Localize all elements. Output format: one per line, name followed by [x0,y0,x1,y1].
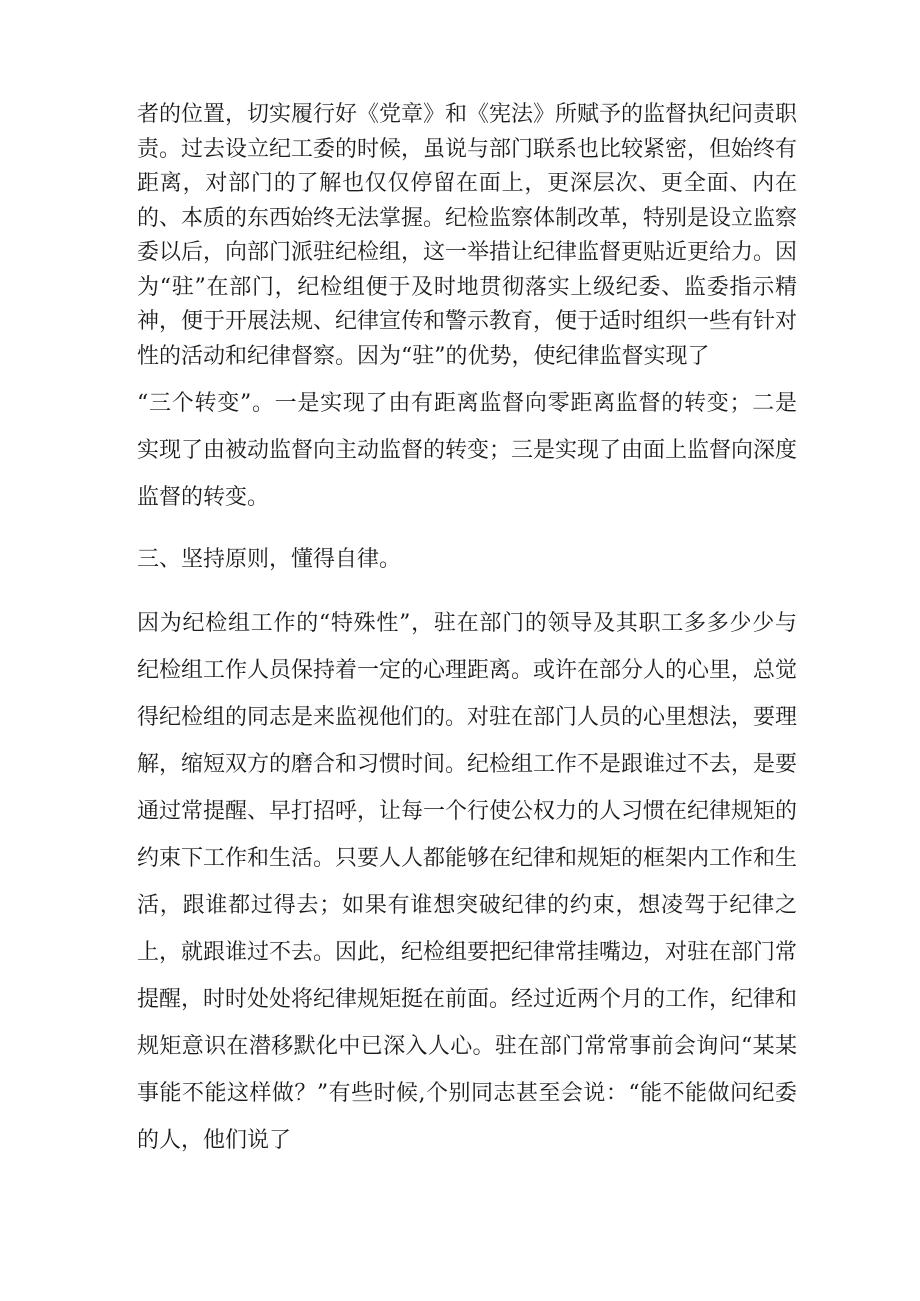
paragraph-three-changes: “三个转变”。一是实现了由有距离监督向零距离监督的转变；二是实现了由被动监督向主动监督的转变；三是实现了由面上监督向深度监督的转变。 [137,391,798,510]
section-heading-principles: 三、坚持原则，懂得自律。 [137,547,402,572]
paragraph-supervision-intro: 者的位置，切实履行好《党章》和《宪法》所赋予的监督执纪问责职责。过去设立纪工委的时候，虽说与部门联系也比较紧密，但始终有距离，对部门的了解也仅仅停留在面上，更深层次、更全面、内在的、本质的东西始终无法掌握。纪检监察体制改革，特别是设立监察委以后，向部门派驻纪检组，这一举措让纪律监督更贴近更给力。因为“驻”在部门，纪检组便于及时地贯彻落实上级纪委、监委指示精神，便于开展法规、纪律宣传和警示教育，便于适时组织一些有针对性的活动和纪律督察。因为“驻”的优势，使纪律监督实现了 [137,102,798,369]
paragraph-self-discipline: 因为纪检组工作的“特殊性”，驻在部门的领导及其职工多多少少与纪检组工作人员保持着一定的心理距离。或许在部分人的心里，总觉得纪检组的同志是来监视他们的。对驻在部门人员的心里想法，要理解，缩短双方的磨合和习惯时间。纪检组工作不是跟谁过不去，是要通过常提醒、早打招呼，让每一个行使公权力的人习惯在纪律规矩的约束下工作和生活。只要人人都能够在纪律和规矩的框架内工作和生活，跟谁都过得去；如果有谁想突破纪律的约束，想凌驾于纪律之上，就跟谁过不去。因此，纪检组要把纪律常挂嘴边，对驻在部门常提醒，时时处处将纪律规矩挺在前面。经过近两个月的工作，纪律和规矩意识在潜移默化中已深入人心。驻在部门常常事前会询问“某某事能不能这样做？”有些时候,个别同志甚至会说：“能不能做问纪委的人，他们说了 [137,611,798,1153]
